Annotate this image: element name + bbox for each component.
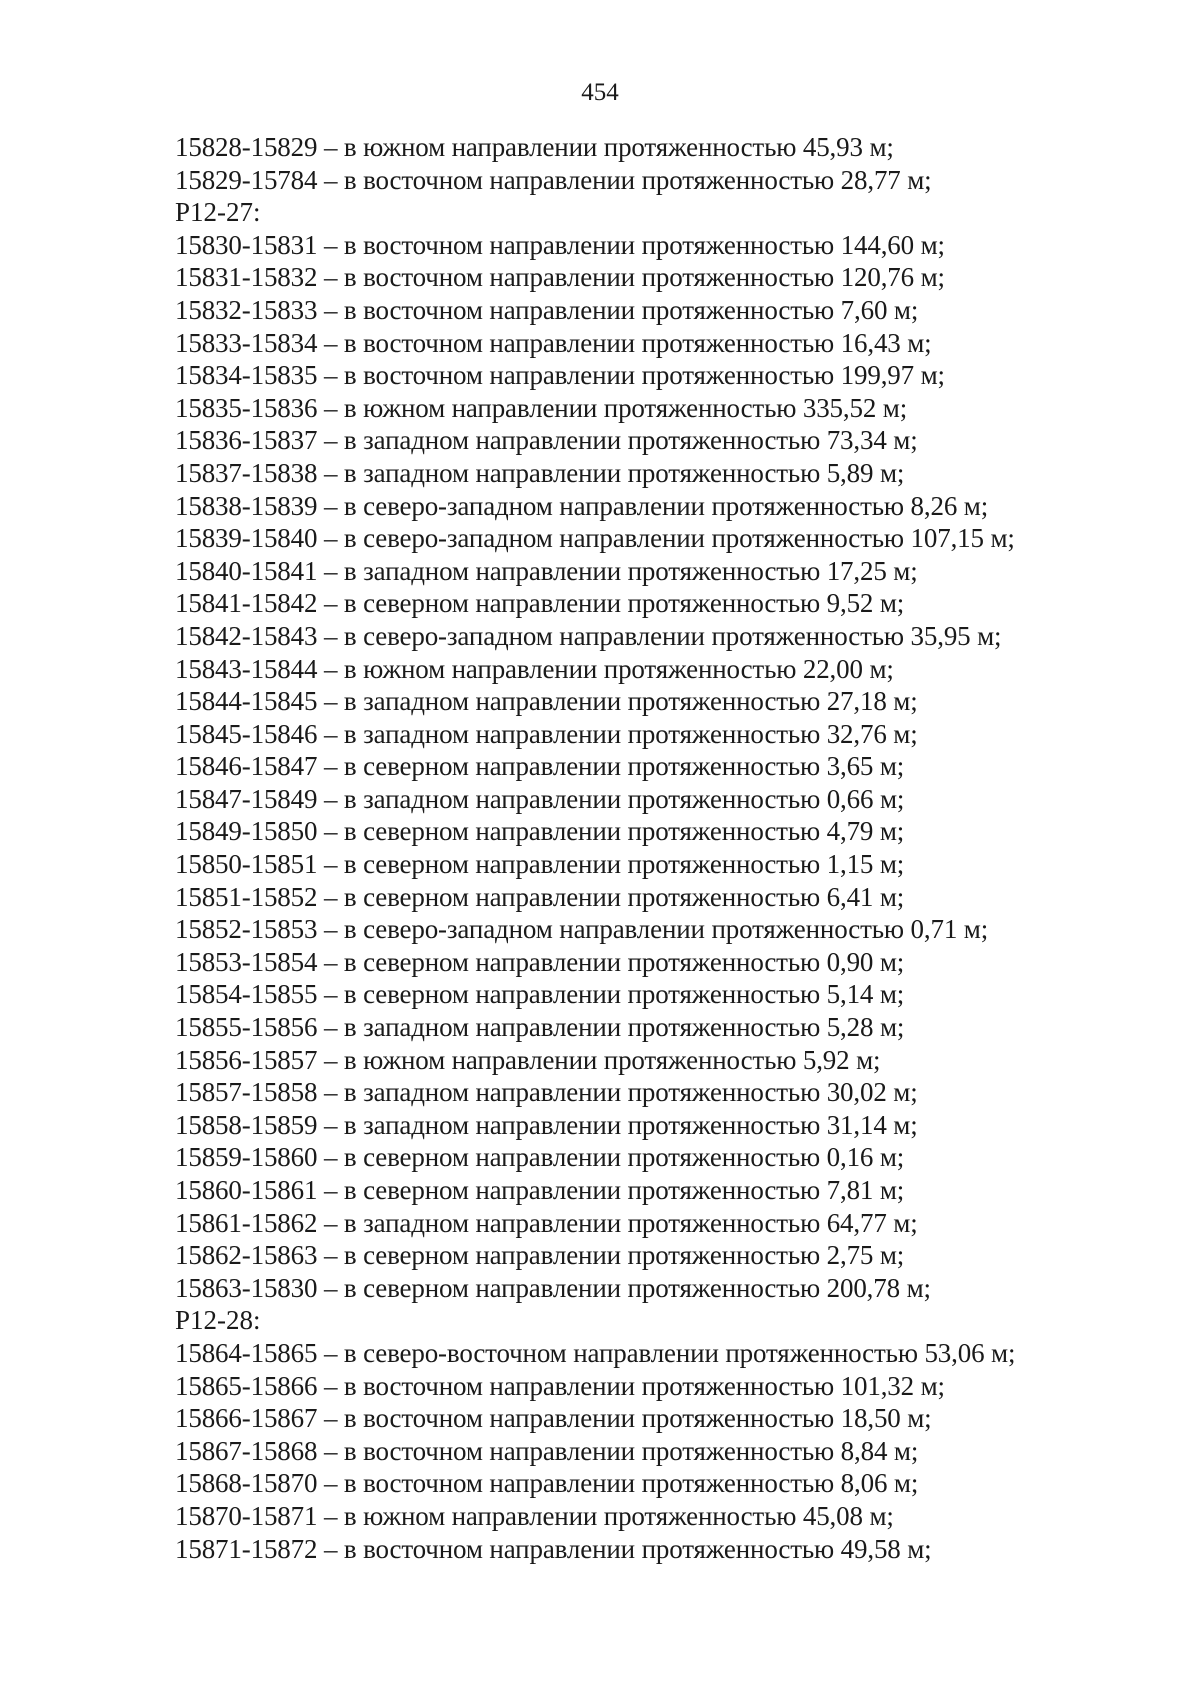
segment-line: 15860-15861 – в северном направлении протяженностью 7,81 м; — [175, 1175, 905, 1205]
segment-line: 15846-15847 – в северном направлении протяженностью 3,65 м; — [175, 751, 905, 782]
segment-line: 15866-15867 – в восточном направлении протяженностью 18,50 м; — [175, 1403, 932, 1434]
segment-line: 15834-15835 – в восточном направлении протяженностью 199,97 м; — [175, 360, 945, 391]
segment-line: 15833-15834 – в восточном направлении протяженностью 16,43 м; — [175, 327, 932, 358]
segment-line: 15853-15854 – в северном направлении протяженностью 0,90 м; — [175, 946, 905, 977]
segment-line: 15865-15866 – в восточном направлении протяженностью 101,32 м; — [175, 1370, 945, 1401]
segment-line: 15843-15844 – в южном направлении протяженностью 22,00 м; — [175, 653, 894, 684]
segment-line: 15862-15863 – в северном направлении протяженностью 2,75 м; — [175, 1240, 905, 1271]
segment-line: 15828-15829 – в южном направлении протяженностью 45,93 м; — [175, 132, 894, 162]
segment-line: 15857-15858 – в западном направлении протяженностью 30,02 м; — [175, 1077, 918, 1108]
segment-line: 15837-15838 – в западном направлении протяженностью 5,89 м; — [175, 457, 905, 488]
segment-line: 15871-15872 – в восточном направлении протяженностью 49,58 м; — [175, 1533, 932, 1564]
segment-line: 15830-15831 – в восточном направлении протяженностью 144,60 м; — [175, 229, 945, 260]
segment-line: 15835-15836 – в южном направлении протяженностью 335,52 м; — [175, 392, 908, 423]
section-heading: Р12-28: — [175, 1305, 261, 1336]
segment-line: 15844-15845 – в западном направлении протяженностью 27,18 м; — [175, 686, 918, 717]
segment-line: 15855-15856 – в западном направлении протяженностью 5,28 м; — [175, 1012, 905, 1043]
segment-line: 15847-15849 – в западном направлении протяженностью 0,66 м; — [175, 783, 905, 814]
segment-line: 15863-15830 – в северном направлении протяженностью 200,78 м; — [175, 1272, 931, 1303]
segment-line: 15864-15865 – в северо-восточном направлении протяженностью 53,06 м; — [175, 1337, 1016, 1368]
segment-line: 15836-15837 – в западном направлении протяженностью 73,34 м; — [175, 425, 918, 456]
page-number: 454 — [581, 79, 619, 106]
segment-line: 15858-15859 – в западном направлении протяженностью 31,14 м; — [175, 1109, 918, 1140]
segment-line: 15851-15852 – в северном направлении протяженностью 6,41 м; — [175, 881, 905, 912]
segment-line: 15852-15853 – в северо-западном направлении протяженностью 0,71 м; — [175, 914, 989, 945]
segment-line: 15829-15784 – в восточном направлении протяженностью 28,77 м; — [175, 164, 932, 195]
document-body — [175, 131, 1155, 1565]
segment-line: 15840-15841 – в западном направлении протяженностью 17,25 м; — [175, 555, 918, 586]
segment-line: 15831-15832 – в восточном направлении протяженностью 120,76 м; — [175, 262, 945, 293]
section-heading: Р12-27: — [175, 197, 261, 228]
segment-line: 15861-15862 – в западном направлении протяженностью 64,77 м; — [175, 1207, 918, 1238]
segment-line: 15856-15857 – в южном направлении протяженностью 5,92 м; — [175, 1044, 881, 1075]
segment-line: 15854-15855 – в северном направлении протяженностью 5,14 м; — [175, 979, 905, 1010]
segment-line: 15838-15839 – в северо-западном направлении протяженностью 8,26 м; — [175, 490, 989, 521]
segment-line: 15842-15843 – в северо-западном направлении протяженностью 35,95 м; — [175, 620, 1002, 651]
segment-line: 15867-15868 – в восточном направлении протяженностью 8,84 м; — [175, 1435, 919, 1466]
segment-line: 15839-15840 – в северо-западном направлении протяженностью 107,15 м; — [175, 523, 1015, 554]
segment-line: 15845-15846 – в западном направлении протяженностью 32,76 м; — [175, 718, 918, 749]
segment-line: 15850-15851 – в северном направлении протяженностью 1,15 м; — [175, 849, 905, 880]
segment-line: 15841-15842 – в северном направлении протяженностью 9,52 м; — [175, 588, 905, 619]
segment-line: 15870-15871 – в южном направлении протяженностью 45,08 м; — [175, 1500, 894, 1531]
segment-line: 15868-15870 – в восточном направлении протяженностью 8,06 м; — [175, 1468, 919, 1499]
segment-line: 15849-15850 – в северном направлении протяженностью 4,79 м; — [175, 816, 905, 847]
segment-line: 15832-15833 – в восточном направлении протяженностью 7,60 м; — [175, 294, 919, 325]
segment-line: 15859-15860 – в северном направлении протяженностью 0,16 м; — [175, 1142, 905, 1173]
